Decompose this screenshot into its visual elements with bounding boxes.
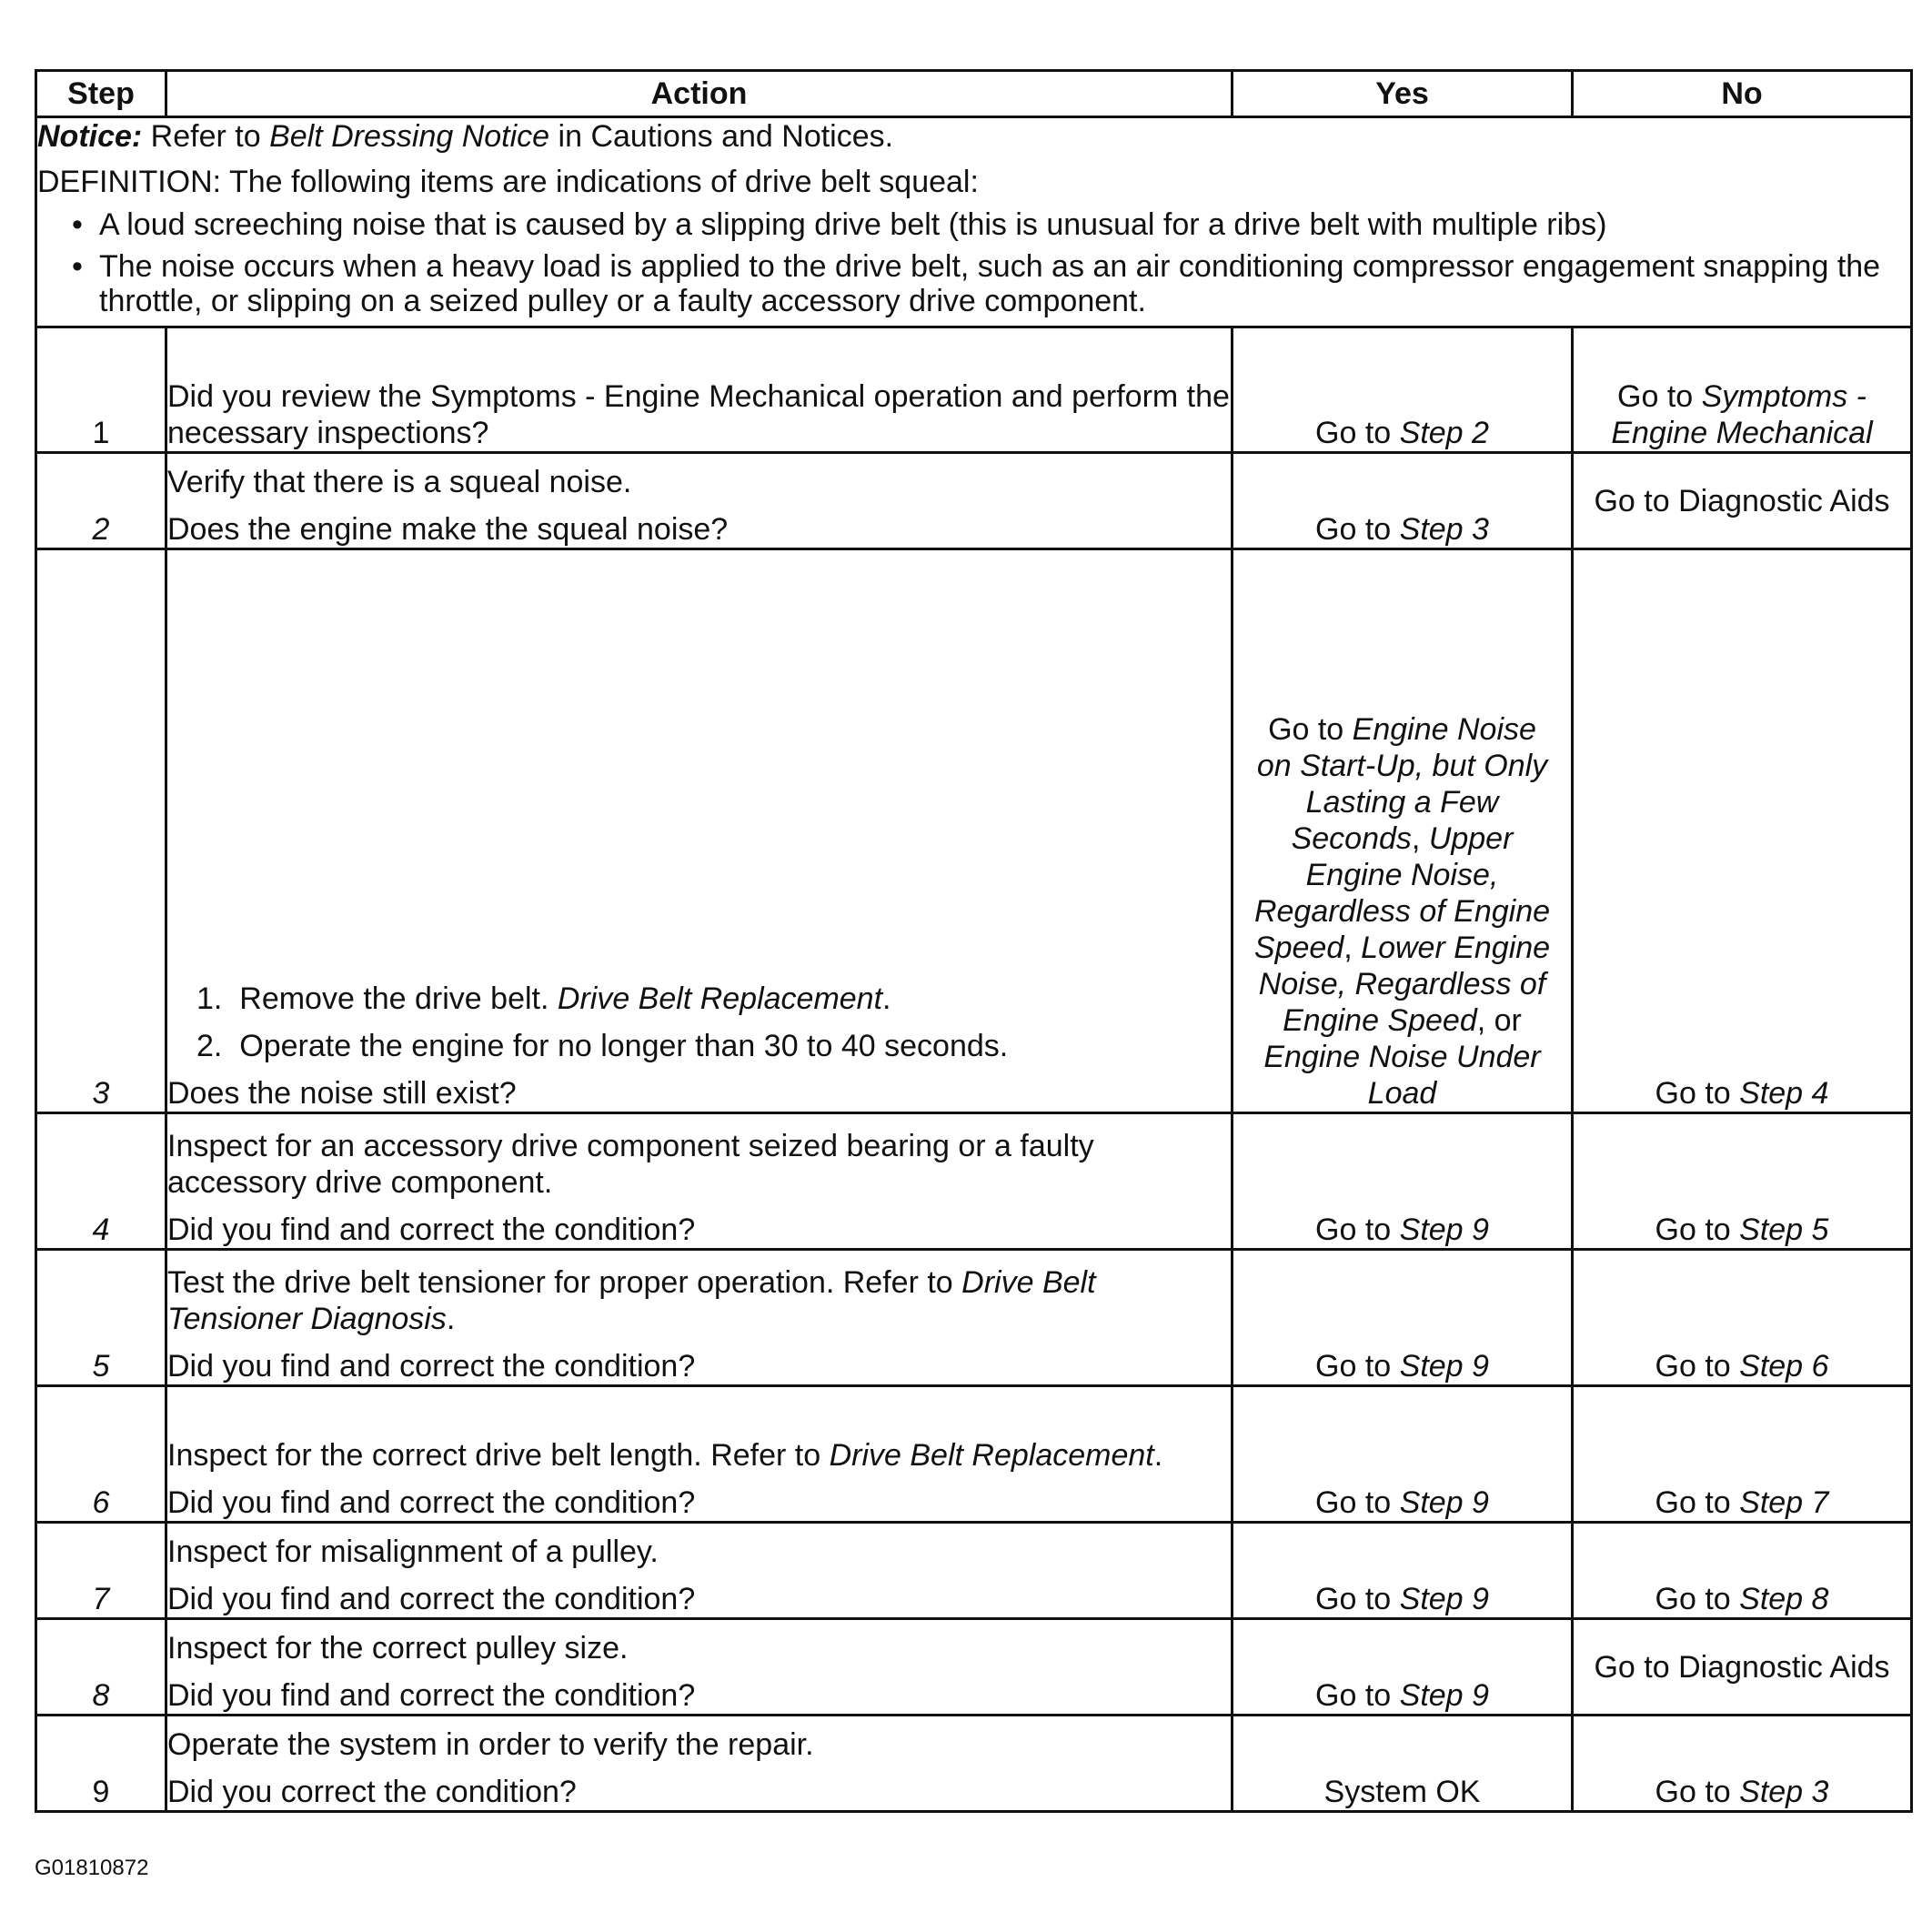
table-row [36, 1716, 1912, 1812]
drive-belt-squeal-diagnostic-table [35, 69, 1913, 1813]
yes-reference: Step 9 [1399, 1213, 1489, 1247]
yes-prefix: Go to [1315, 416, 1400, 450]
action-reference: Drive Belt Tensioner Diagnosis [167, 1265, 1096, 1336]
yes-reference: Engine Noise Under Load [1263, 1040, 1541, 1111]
action-cell [166, 549, 1233, 1113]
action-substeps [167, 981, 1231, 1064]
yes-reference: Step 9 [1399, 1678, 1489, 1713]
notice-label: Notice: [37, 119, 143, 154]
yes-cell [1233, 549, 1573, 1113]
step-number: 4 [36, 1113, 166, 1250]
no-prefix: Go to [1655, 1076, 1740, 1111]
no-reference: Step 5 [1739, 1213, 1829, 1247]
notice-cell [36, 117, 1912, 327]
action-text: Inspect for an accessory drive component seized bearing or a faulty accessory drive component. [167, 1129, 1094, 1200]
notice-line [37, 118, 1910, 155]
action-question: Did you find and correct the condition? [167, 1582, 696, 1616]
yes-reference: Lower Engine Noise, Regardless of Engine Speed [1258, 931, 1551, 1038]
step-number: 7 [36, 1523, 166, 1619]
table-header-row [36, 71, 1912, 117]
action-reference: Drive Belt Replacement [829, 1438, 1154, 1473]
table-row [36, 549, 1912, 1113]
bullet-icon: • [72, 249, 83, 284]
action-cell [166, 1619, 1233, 1716]
step-number: 6 [36, 1386, 166, 1523]
no-cell [1573, 453, 1912, 549]
yes-reference: Step 9 [1399, 1485, 1489, 1520]
yes-cell [1233, 1619, 1573, 1716]
yes-separator: , [1343, 931, 1353, 965]
action-question: Did you find and correct the condition? [167, 1678, 696, 1713]
table-row [36, 453, 1912, 549]
substep-number: 1. [196, 981, 223, 1016]
no-prefix: Go to [1655, 1582, 1740, 1616]
yes-text: System OK [1323, 1775, 1481, 1809]
yes-cell [1233, 1250, 1573, 1386]
action-text: Did you review the Symptoms - Engine Mechanical operation and perform the necessary inspections? [167, 379, 1230, 450]
no-cell [1573, 549, 1912, 1113]
no-prefix: Go to [1655, 1485, 1740, 1520]
step-number: 9 [36, 1716, 166, 1812]
header-no: No [1573, 71, 1912, 117]
no-reference: Symptoms - Engine Mechanical [1611, 379, 1873, 450]
action-text: Inspect for misalignment of a pulley. [167, 1535, 659, 1569]
bullet-icon: • [72, 207, 83, 242]
action-text [167, 1437, 1231, 1474]
table-row [36, 327, 1912, 453]
no-prefix: Go to [1617, 379, 1702, 414]
yes-cell [1233, 1716, 1573, 1812]
action-cell [166, 1716, 1233, 1812]
definition-text: DEFINITION: The following items are indications of drive belt squeal: [37, 165, 979, 199]
yes-cell [1233, 453, 1573, 549]
action-text-prefix: Test the drive belt tensioner for proper operation. Refer to [167, 1265, 962, 1300]
action-text-prefix: Inspect for the correct drive belt length. Refer to [167, 1438, 830, 1473]
table-row [36, 1523, 1912, 1619]
no-reference: Step 3 [1739, 1775, 1829, 1809]
notice-row [36, 117, 1912, 327]
action-cell [166, 327, 1233, 453]
no-cell [1573, 1523, 1912, 1619]
yes-prefix: Go to [1315, 1485, 1400, 1520]
substep-punct: . [882, 981, 891, 1016]
action-text: Operate the system in order to verify the repair. [167, 1727, 814, 1762]
no-cell [1573, 1113, 1912, 1250]
action-question: Did you find and correct the condition? [167, 1349, 696, 1384]
table-row [36, 1619, 1912, 1716]
action-punct: . [1153, 1438, 1163, 1473]
no-reference: Step 7 [1739, 1485, 1829, 1520]
header-step: Step [36, 71, 166, 117]
bullet-text: The noise occurs when a heavy load is applied to the drive belt, such as an air conditioning compressor engagement snapping the throttle, or slipping on a seized pulley or a faulty accessory drive component. [99, 249, 1881, 318]
diagnostic-table-sheet [35, 69, 1910, 1813]
yes-prefix: Go to [1315, 1213, 1400, 1247]
no-prefix: Go to [1655, 1213, 1740, 1247]
no-cell [1573, 1716, 1912, 1812]
substep-item [167, 981, 1231, 1017]
no-prefix: Go to [1655, 1349, 1740, 1384]
table-row [36, 1386, 1912, 1523]
yes-prefix: Go to [1268, 712, 1353, 747]
definition-bullet [37, 249, 1910, 318]
action-question: Did you find and correct the condition? [167, 1485, 696, 1520]
no-cell [1573, 327, 1912, 453]
action-text [167, 1264, 1231, 1337]
step-number: 2 [36, 453, 166, 549]
step-number: 5 [36, 1250, 166, 1386]
table-row [36, 1250, 1912, 1386]
no-reference: Step 8 [1739, 1582, 1829, 1616]
action-punct: . [446, 1302, 456, 1336]
yes-prefix: Go to [1315, 512, 1400, 547]
yes-reference: Step 9 [1399, 1582, 1489, 1616]
step-number: 1 [36, 327, 166, 453]
header-yes: Yes [1233, 71, 1573, 117]
yes-reference: Upper Engine Noise, Regardless of Engine Speed [1253, 821, 1551, 965]
no-text: Go to Diagnostic Aids [1594, 1649, 1890, 1685]
substep-text: Operate the engine for no longer than 30 to 40 seconds. [239, 1029, 1009, 1063]
substep-number: 2. [196, 1029, 223, 1063]
yes-prefix: Go to [1315, 1678, 1400, 1713]
action-cell [166, 1523, 1233, 1619]
action-cell [166, 1386, 1233, 1523]
action-cell [166, 1250, 1233, 1386]
action-question: Does the noise still exist? [167, 1076, 517, 1111]
definition-bullets [37, 207, 1910, 318]
yes-reference: Step 2 [1399, 416, 1489, 450]
definition-bullet [37, 207, 1910, 242]
yes-separator: , [1411, 821, 1421, 856]
action-text: Inspect for the correct pulley size. [167, 1631, 629, 1665]
yes-cell [1233, 1523, 1573, 1619]
action-text: Verify that there is a squeal noise. [167, 465, 632, 499]
notice-text-before: Refer to [142, 119, 270, 154]
table-row [36, 1113, 1912, 1250]
action-cell [166, 1113, 1233, 1250]
substep-item [167, 1028, 1231, 1064]
no-text: Go to Diagnostic Aids [1594, 483, 1890, 518]
action-question: Did you find and correct the condition? [167, 1213, 696, 1247]
yes-reference: Step 3 [1399, 512, 1489, 547]
no-prefix: Go to [1655, 1775, 1740, 1809]
no-reference: Step 6 [1739, 1349, 1829, 1384]
yes-cell [1233, 1386, 1573, 1523]
substep-text: Remove the drive belt. [239, 981, 558, 1016]
yes-reference: Step 9 [1399, 1349, 1489, 1384]
figure-id: G01810872 [35, 1856, 149, 1880]
yes-cell [1233, 1113, 1573, 1250]
no-cell [1573, 1250, 1912, 1386]
yes-prefix: Go to [1315, 1349, 1400, 1384]
notice-text-after: in Cautions and Notices. [549, 119, 894, 154]
yes-cell [1233, 327, 1573, 453]
bullet-text: A loud screeching noise that is caused by a slipping drive belt (this is unusual for a drive belt with multiple ribs) [99, 207, 1607, 242]
no-reference: Step 4 [1739, 1076, 1829, 1111]
yes-separator: , or [1476, 1003, 1522, 1038]
no-cell [1573, 1386, 1912, 1523]
action-cell [166, 453, 1233, 549]
no-cell [1573, 1619, 1912, 1716]
yes-prefix: Go to [1315, 1582, 1400, 1616]
notice-reference: Belt Dressing Notice [269, 119, 550, 154]
action-question: Does the engine make the squeal noise? [167, 512, 729, 547]
substep-reference: Drive Belt Replacement [557, 981, 883, 1016]
yes-reference: Engine Noise on Start-Up, but Only Lasting a Few Seconds [1256, 712, 1548, 856]
action-question: Did you correct the condition? [167, 1775, 577, 1809]
step-number: 3 [36, 549, 166, 1113]
header-action: Action [166, 71, 1233, 117]
step-number: 8 [36, 1619, 166, 1716]
